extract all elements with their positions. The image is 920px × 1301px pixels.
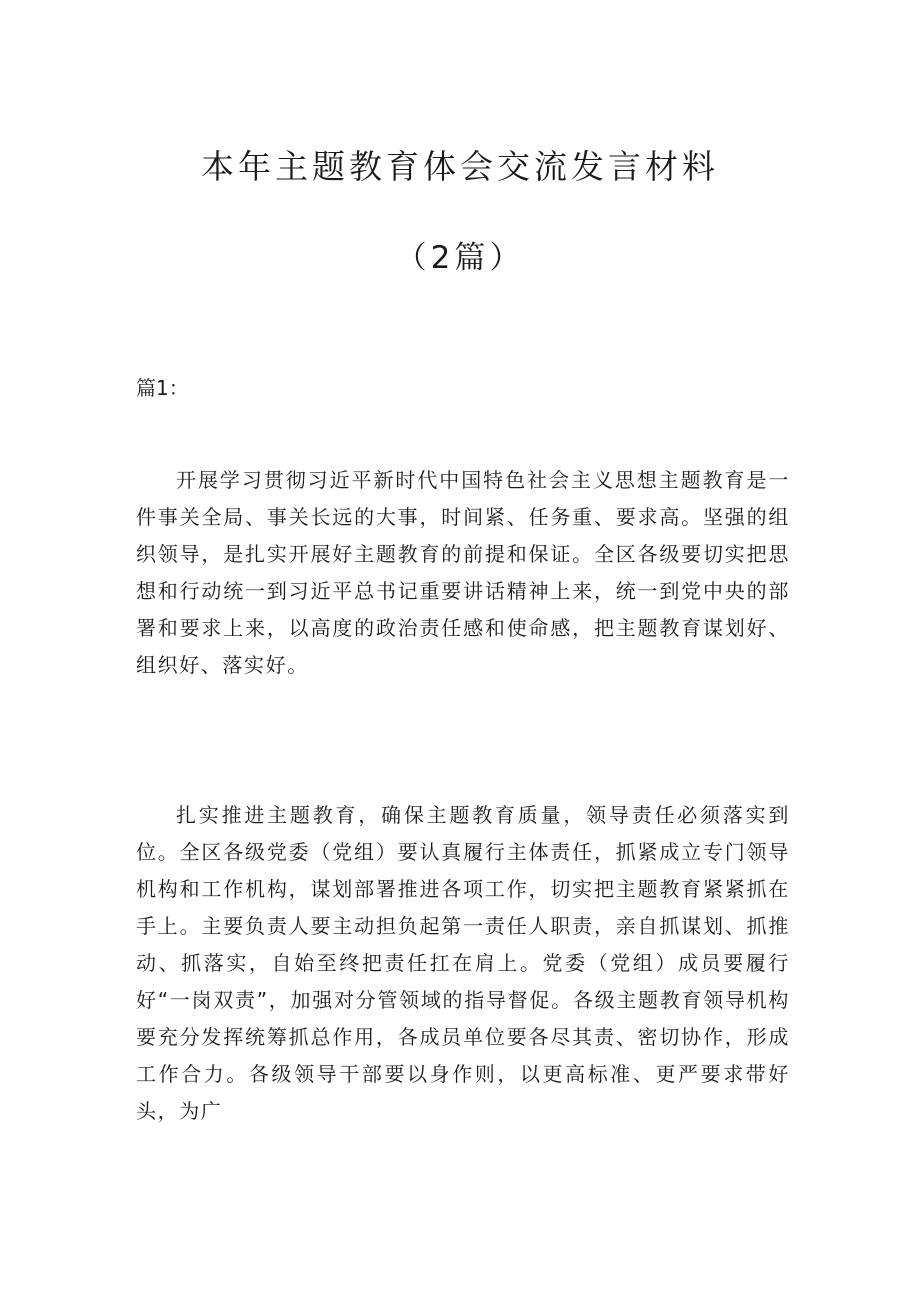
section-label: 篇1： [136,376,189,400]
document-title: 本年主题教育体会交流发言材料 [201,147,719,186]
document-subtitle: （2篇） [395,240,525,276]
body-paragraph-1: 开展学习贯彻习近平新时代中国特色社会主义思想主题教育是一件事关全局、事关长远的大事，时间紧、任务重、要求高。坚强的组织领导，是扎实开展好主题教育的前提和保证。全区各级要切实把思想和行动统一到习近平总书记重要讲话精神上来，统一到党中央的部署和要求上来，以高度的政治责任感和使命感，把主题教育谋划好、组织好、落实好。 [136,468,790,677]
body-paragraph-2: 扎实推进主题教育，确保主题教育质量，领导责任必须落实到位。全区各级党委（党组）要认真履行主体责任，抓紧成立专门领导机构和工作机构，谋划部署推进各项工作，切实把主题教育紧紧抓在手上。主要负责人要主动担负起第一责任人职责，亲自抓谋划、抓推动、抓落实，自始至终把责任扛在肩上。党委（党组）成员要履行好“一岗双责”，加强对分管领域的指导督促。各级主题教育领导机构要充分发挥统筹抓总作用，各成员单位要各尽其责、密切协作，形成工作合力。各级领导干部要以身作则，以更高标准、更严要求带好头，为广 [136,803,790,1123]
